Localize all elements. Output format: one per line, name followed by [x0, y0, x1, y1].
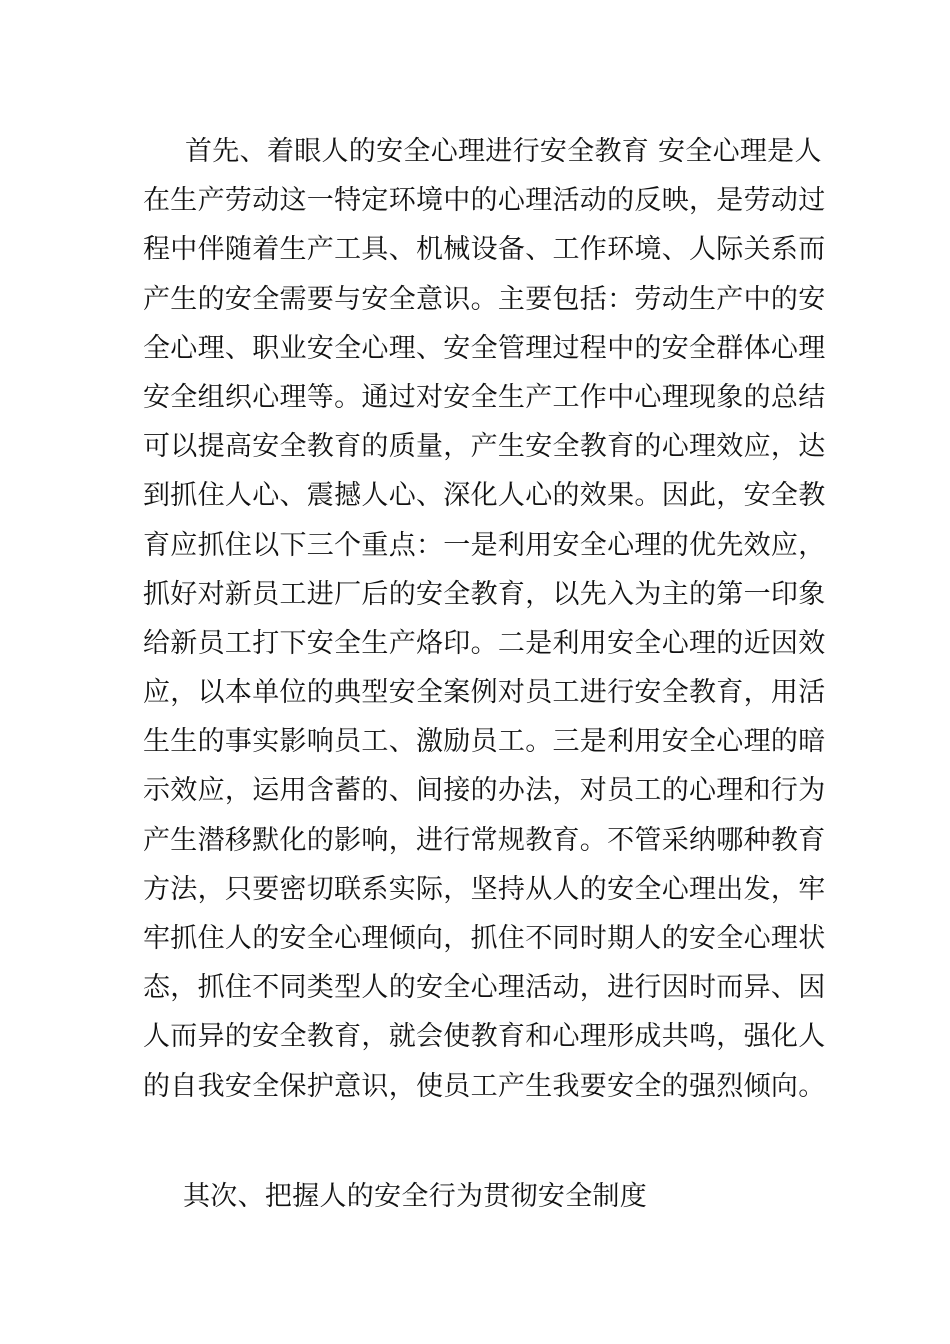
paragraph-line: 安全组织心理等。通过对安全生产工作中心理现象的总结 [143, 381, 826, 413]
paragraph-line: 在生产劳动这一特定环境中的心理活动的反映，是劳动过 [143, 185, 826, 217]
paragraph-line: 产生潜移默化的影响，进行常规教育。不管采纳哪种教育 [143, 824, 826, 856]
paragraph-line: 可以提高安全教育的质量，产生安全教育的心理效应，达 [143, 431, 826, 463]
paragraph-line: 示效应，运用含蓄的、间接的办法，对员工的心理和行为 [143, 775, 826, 807]
paragraph-line: 首先、着眼人的安全心理进行安全教育 安全心理是人 [185, 136, 822, 167]
paragraph-line: 到抓住人心、震撼人心、深化人心的效果。因此，安全教 [143, 480, 826, 512]
paragraph-line: 全心理、职业安全心理、安全管理过程中的安全群体心理 [143, 332, 826, 364]
paragraph-line: 人而异的安全教育，就会使教育和心理形成共鸣，强化人 [143, 1021, 826, 1053]
paragraph-line: 的自我安全保护意识，使员工产生我要安全的强烈倾向。 [143, 1070, 826, 1102]
paragraph-safety-behavior [143, 1172, 808, 1221]
paragraph-line: 育应抓住以下三个重点：一是利用安全心理的优先效应， [143, 529, 826, 561]
paragraph-line: 方法，只要密切联系实际，坚持从人的安全心理出发，牢 [143, 873, 826, 905]
paragraph-line: 程中伴随着生产工具、机械设备、工作环境、人际关系而 [143, 234, 826, 266]
paragraph-safety-psychology [143, 127, 826, 1111]
paragraph-line: 产生的安全需要与安全意识。主要包括：劳动生产中的安 [143, 283, 826, 315]
paragraph-line: 生生的事实影响员工、激励员工。三是利用安全心理的暗 [143, 726, 826, 758]
paragraph-line: 态，抓住不同类型人的安全心理活动，进行因时而异、因 [143, 972, 826, 1004]
section-heading: 其次、把握人的安全行为贯彻安全制度 [183, 1181, 648, 1212]
paragraph-line: 牢抓住人的安全心理倾向，抓住不同时期人的安全心理状 [143, 923, 826, 954]
paragraph-line: 应，以本单位的典型安全案例对员工进行安全教育，用活 [143, 677, 826, 709]
paragraph-line: 给新员工打下安全生产烙印。二是利用安全心理的近因效 [143, 627, 826, 659]
paragraph-line: 抓好对新员工进厂后的安全教育，以先入为主的第一印象 [143, 578, 826, 610]
